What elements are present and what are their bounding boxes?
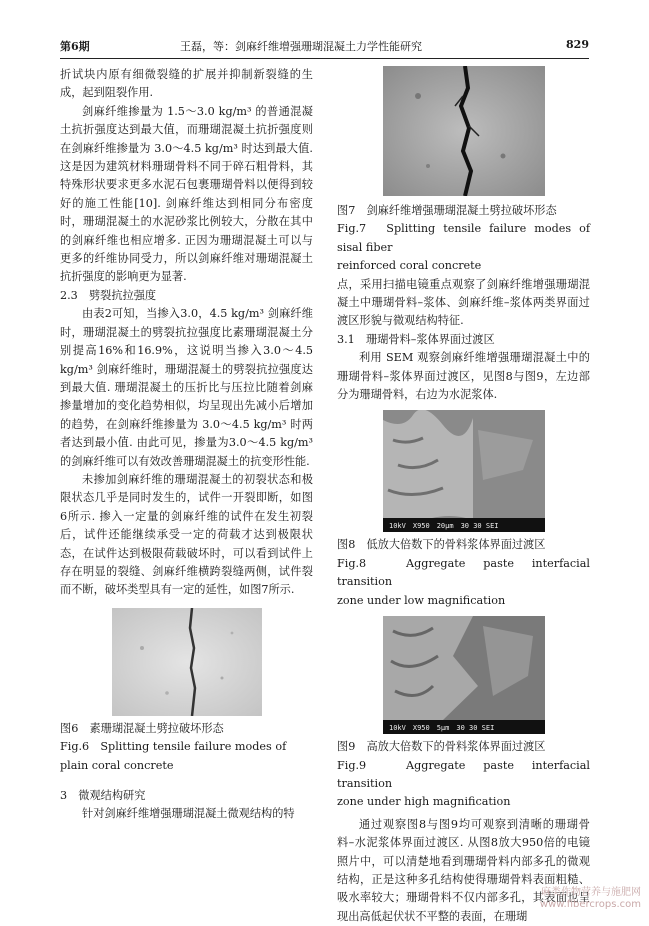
paragraph: 剑麻纤维掺量为 1.5～3.0 kg/m³ 的普通混凝土抗折强度达到最大值，而珊瑚混凝土抗折强度则在剑麻纤维掺量为 3.0～4.5 kg/m³ 时达到最大值. 这是因为建筑材料珊瑚骨料不同于碎石粗骨料，其特殊形状要求更多水泥石包裹珊瑚骨料以便得到较好的施工性能[10]. 剑麻纤维达到相同分布密度时，珊瑚混凝土的水泥砂浆比例较大，分散在其中的剑麻纤维也相应增多. 正因为珊瑚混凝土可以与更多的纤维协同受力，所以剑麻纤维对珊瑚混凝土抗折强度的影响更为显著. bbox=[60, 104, 313, 284]
right-column bbox=[337, 66, 590, 926]
watermark-line-2: www.fibercrops.com bbox=[539, 899, 641, 910]
figure-8-caption-en: Fig.8 Aggregate paste interfacial transition bbox=[337, 556, 590, 589]
figure-7-caption-cn: 图7 剑麻纤维增强珊瑚混凝土劈拉破坏形态 bbox=[337, 204, 557, 217]
issue-number: 第6期 bbox=[60, 40, 90, 53]
figure-7-caption-en-2: reinforced coral concrete bbox=[337, 259, 482, 273]
left-column bbox=[60, 66, 313, 824]
watermark bbox=[540, 887, 641, 911]
paragraph: 针对剑麻纤维增强珊瑚混凝土微观结构的特 bbox=[82, 807, 295, 821]
figure-6-caption-cn: 图6 素珊瑚混凝土劈拉破坏形态 bbox=[60, 721, 224, 735]
sem-high-magnification-image bbox=[383, 616, 545, 734]
figure-6-photo bbox=[112, 608, 262, 716]
sem-scale-label: 10kV X950 5μm 30 30 SEI bbox=[388, 724, 494, 733]
figure-7-photo bbox=[383, 66, 545, 196]
figure-6-caption-en-2: plain coral concrete bbox=[60, 758, 174, 772]
cracked-specimen-image bbox=[112, 608, 262, 716]
section-heading-2-3: 2.3 劈裂抗拉强度 bbox=[60, 288, 157, 302]
sem-scale-label: 10kV X950 20μm 30 30 SEI bbox=[388, 522, 499, 531]
paragraph: 由表2可知，当掺入3.0，4.5 kg/m³ 剑麻纤维时，珊瑚混凝土的劈裂抗拉强度比素珊瑚混凝土分别提高16%和16.9%，这说明当掺入3.0～4.5 kg/m³ 剑麻纤维时，珊瑚混凝土的劈裂抗拉强度达到最大值. 珊瑚混凝土的压折比与压拉比随着剑麻掺量增加的变化趋势相似，均呈现出先减小后增加的趋势，在剑麻纤维掺量为 3.0～4.5 kg/m³ 时两者达到最小值. 由此可见，掺量为3.0～4.5 kg/m³ 的剑麻纤维可以有效改善珊瑚混凝土的抗变形性能. bbox=[60, 307, 313, 468]
section-heading-3-1: 3.1 珊瑚骨料–浆体界面过渡区 bbox=[337, 332, 495, 346]
paragraph: 未掺加剑麻纤维的珊瑚混凝土的初裂状态和极限状态几乎是同时发生的，试件一开裂即断，如图6所示. 掺入一定量的剑麻纤维的试件在发生初裂后，试件还能继续承受一定的荷载才达到极限状态，在试件达到极限荷载破坏时，可以看到试件上存在明显的裂缝、剑麻纤维横跨裂缝两侧，试件裂而不断，破坏类型具有一定的延性，如图7所示. bbox=[60, 472, 313, 597]
paragraph: 利用 SEM 观察剑麻纤维增强珊瑚混凝土中的珊瑚骨料–浆体界面过渡区，见图8与图9，左边部分为珊瑚骨料，右边为水泥浆体. bbox=[337, 351, 590, 402]
figure-9-caption-en: Fig.9 Aggregate paste interfacial transition bbox=[337, 758, 590, 790]
figure-9-caption-cn: 图9 高放大倍数下的骨料浆体界面过渡区 bbox=[337, 740, 546, 754]
paragraph: 通过观察图8与图9均可观察到清晰的珊瑚骨料–水泥浆体界面过渡区. 从图8放大950倍的电镜照片中，可以清楚地看到珊瑚骨料内部多孔的微观结构，正是这种多孔结构使得珊瑚骨料表面粗糙、吸水率较大；珊瑚骨料不仅内部多孔，其表面也呈现出高低起伏状不平整的表面，在珊瑚 bbox=[337, 817, 590, 923]
header-rule bbox=[60, 58, 589, 59]
figure-8-caption-cn: 图8 低放大倍数下的骨料浆体界面过渡区 bbox=[337, 538, 546, 552]
fiber-reinforced-specimen-image bbox=[383, 66, 545, 196]
figure-7-caption-en: Fig.7 Splitting tensile failure modes of sisal fiber bbox=[337, 222, 590, 254]
sem-low-magnification-image bbox=[383, 410, 545, 532]
figure-6-caption-en: Fig.6 Splitting tensile failure modes of bbox=[60, 740, 287, 754]
page-number: 829 bbox=[566, 38, 589, 51]
running-title: 王磊，等：剑麻纤维增强珊瑚混凝土力学性能研究 bbox=[180, 40, 422, 53]
figure-9-sem-photo bbox=[383, 616, 545, 734]
section-heading-3: 3 微观结构研究 bbox=[60, 789, 146, 802]
watermark-line-1: 麻类作物营养与施肥网 bbox=[541, 887, 641, 898]
figure-9-caption-en-2: zone under high magnification bbox=[337, 795, 511, 809]
figure-8-caption-en-2: zone under low magnification bbox=[337, 593, 506, 607]
paragraph: 点，采用扫描电镜重点观察了剑麻纤维增强珊瑚混凝土中珊瑚骨料–浆体、剑麻纤维–浆体两类界面过渡区形貌与微观结构特征. bbox=[337, 277, 590, 328]
page-header bbox=[60, 38, 589, 58]
paragraph: 折试块内原有细微裂缝的扩展并抑制新裂缝的生成，起到阻裂作用. bbox=[60, 68, 313, 100]
figure-8-sem-photo bbox=[383, 410, 545, 532]
